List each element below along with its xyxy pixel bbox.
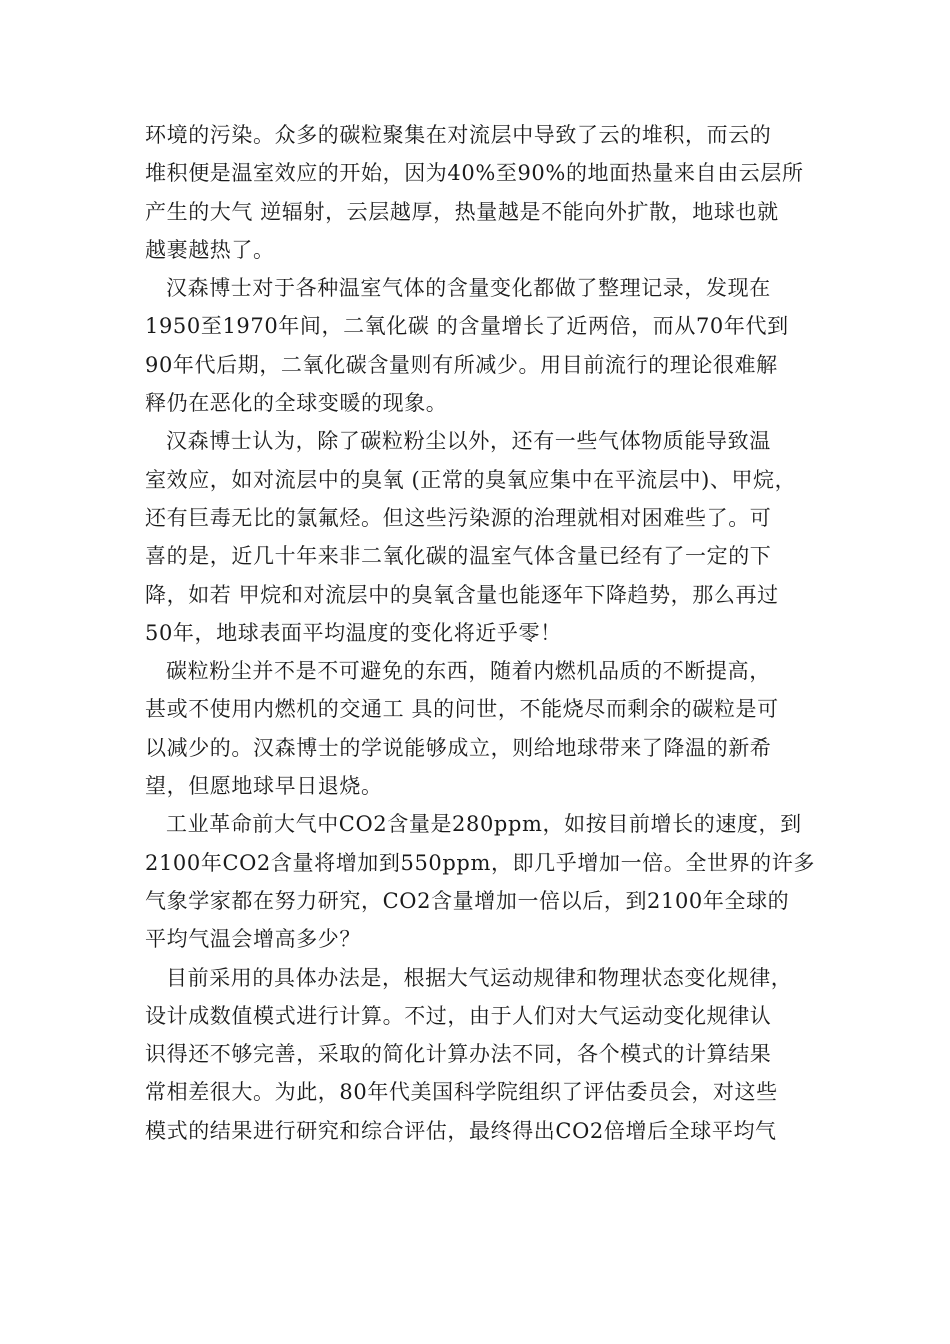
text-line: 设计成数值模式进行计算。不过，由于人们对大气运动变化规律认 [145,1003,772,1028]
text-line: 碳粒粉尘并不是不可避免的东西，随着内燃机品质的不断提高， [166,659,771,684]
text-line: 降，如若 甲烷和对流层中的臭氧含量也能逐年下降趋势，那么再过 [145,582,779,607]
text-line: 产生的大气 逆辐射，云层越厚，热量越是不能向外扩散，地球也就 [145,199,779,224]
text-line: 目前采用的具体办法是，根据大气运动规律和物理状态变化规律， [166,965,793,990]
text-line: 2100年CO2含量将增加到550ppm，即几乎增加一倍。全世界的许多 [145,850,815,875]
text-line: 堆积便是温室效应的开始，因为40%至90%的地面热量来自由云层所 [145,161,804,186]
text-line: 识得还不够完善，采取的简化计算办法不同，各个模式的计算结果 [145,1042,772,1067]
body-text [145,116,817,1150]
text-line: 工业革命前大气中CO2含量是280ppm，如按目前增长的速度，到 [166,812,802,837]
text-line: 喜的是，近几十年来非二氧化碳的温室气体含量已经有了一定的下 [145,544,772,569]
text-line: 释仍在恶化的全球变暖的现象。 [145,391,448,416]
text-line: 汉森博士对于各种温室气体的含量变化都做了整理记录，发现在 [166,276,771,301]
text-line: 50年，地球表面平均温度的变化将近乎零！ [145,620,562,645]
text-line: 还有巨毒无比的氯氟烃。但这些污染源的治理就相对困难些了。可 [145,505,772,530]
text-line: 气象学家都在努力研究，CO2含量增加一倍以后，到2100年全球的 [145,888,790,913]
text-line: 望，但愿地球早日退烧。 [145,774,383,799]
text-line: 越裹越热了。 [145,237,275,262]
text-line: 90年代后期，二氧化碳含量则有所减少。用目前流行的理论很难解 [145,352,778,377]
text-line: 甚或不使用内燃机的交通工 具的问世，不能烧尽而剩余的碳粒是可 [145,697,779,722]
text-line: 模式的结果进行研究和综合评估，最终得出CO2倍增后全球平均气 [145,1118,777,1143]
text-line: 1950至1970年间，二氧化碳 的含量增长了近两倍，而从70年代到 [145,314,789,339]
text-line: 以减少的。汉森博士的学说能够成立，则给地球带来了降温的新希 [145,735,772,760]
text-line: 室效应，如对流层中的臭氧 (正常的臭氧应集中在平流层中)、甲烷， [145,467,797,492]
text-line: 平均气温会增高多少？ [145,927,361,952]
text-line: 汉森博士认为，除了碳粒粉尘以外，还有一些气体物质能导致温 [166,429,771,454]
text-line: 环境的污染。众多的碳粒聚集在对流层中导致了云的堆积，而云的 [145,123,772,147]
text-line: 常相差很大。为此，80年代美国科学院组织了评估委员会，对这些 [145,1080,778,1105]
